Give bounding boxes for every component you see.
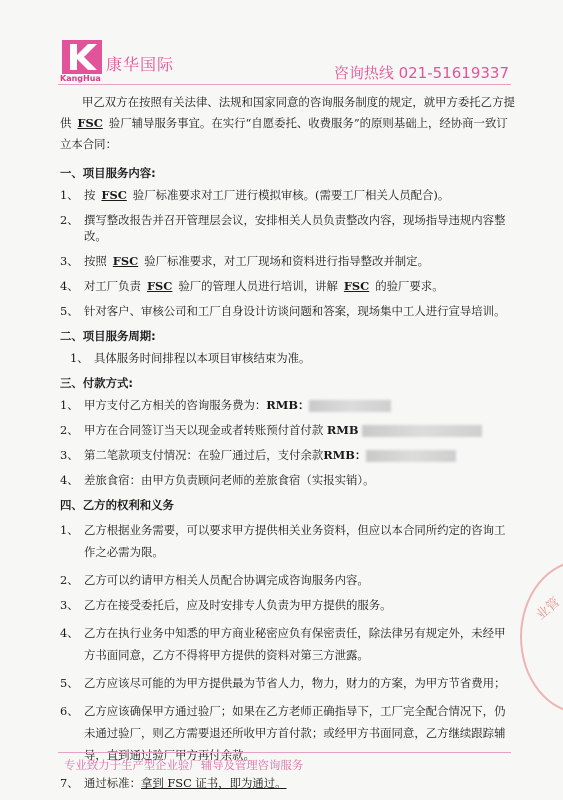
item-text: 撰写整改报告并召开管理层会议，安排相关人员负责整改内容，现场指导违规内容整改。 (84, 213, 506, 243)
contract-body (60, 92, 515, 800)
list-item (60, 675, 515, 691)
item-number: 1、 (70, 351, 89, 365)
company-seal (520, 560, 563, 714)
list-item (60, 212, 515, 244)
item-text: 对工厂负责 (84, 279, 141, 293)
item-text: 甲方在合同签订当天以现金或者转账预付首付款 (84, 423, 324, 437)
item-number: 4、 (60, 279, 79, 293)
list-item (60, 597, 515, 613)
list-item (60, 472, 515, 488)
item-text: 乙方在接受委托后，应及时安排专人负责为甲方提供的服务。 (84, 598, 392, 612)
rmb-label: RMB： (266, 398, 310, 412)
item-number: 1、 (60, 188, 79, 202)
item-text: 乙方在执行业务中知悉的甲方商业秘密应负有保密责任，除法律另有规定外，未经甲方书面同意，乙方不得将甲方提供的资料对第三方泄露。 (84, 626, 506, 662)
item-number: 2、 (60, 423, 79, 437)
section-title-1: 一、项目服务内容: (60, 166, 156, 180)
logo-english-name: KangHua (60, 74, 101, 83)
list-item (60, 187, 515, 203)
item-number: 7、 (60, 776, 79, 790)
intro-fsc: FSC (77, 116, 103, 130)
item-number: 5、 (60, 676, 79, 690)
item-number: 5、 (60, 304, 79, 318)
item-fsc: FSC (112, 254, 139, 268)
item-number: 6、 (60, 704, 79, 718)
item-fsc: FSC (343, 279, 370, 293)
item-text: 针对客户、审核公司和工厂自身设计访谈问题和答案，现场集中工人进行宣导培训。 (84, 304, 506, 318)
intro-paragraph (60, 92, 515, 155)
item-text: 验厂的管理人员进行培训，讲解 (178, 279, 338, 293)
list-item (60, 519, 515, 563)
redacted-amount (309, 400, 391, 412)
redacted-amount (362, 425, 482, 437)
item-number: 3、 (60, 598, 79, 612)
seal-text: 业管 (533, 594, 563, 624)
logo-chinese-name: 康华国际 (106, 55, 175, 74)
pass-criteria: 拿到 FSC 证书，即为通过。 (140, 776, 287, 790)
item-text: 乙方根据业务需要，可以要求甲方提供相关业务资料，但应以本合同所约定的咨询工作之必需为限。 (84, 523, 506, 559)
intro-text-1: 甲乙双方在按照有关法律、法规和国家同意的咨询服务制度的规定，就甲方委托乙方提供 (60, 95, 515, 130)
section-title-3: 三、付款方式: (60, 376, 133, 390)
item-text: 甲方支付乙方相关的咨询服务费为： (84, 398, 267, 412)
item-number: 3、 (60, 448, 79, 462)
item-text: 按照 (84, 254, 107, 268)
list-item (70, 350, 515, 366)
list-item (60, 253, 515, 269)
list-item (60, 278, 515, 294)
item-number: 4、 (60, 473, 79, 487)
section-title-4: 四、乙方的权利和义务 (60, 498, 174, 512)
header-divider (58, 84, 511, 85)
list-item (60, 572, 515, 588)
item-number: 1、 (60, 523, 79, 537)
list-item (60, 422, 515, 438)
item-text: 验厂标准要求，对工厂现场和资料进行指导整改并制定。 (144, 254, 429, 268)
item-fsc: FSC (101, 188, 127, 202)
item-text: 差旅食宿：由甲方负责顾问老师的差旅食宿（实报实销）。 (84, 473, 375, 487)
item-number: 4、 (60, 626, 79, 640)
footer-slogan: 专业致力于生产型企业验厂辅导及管理咨询服务 (64, 758, 304, 772)
consult-hotline: 咨询热线 021-51619337 (333, 64, 509, 82)
item-text: 第二笔款项支付情况：在验厂通过后，支付余款 (84, 448, 324, 462)
item-fsc: FSC (146, 279, 173, 293)
letterhead (0, 0, 563, 88)
section-title-2: 二、项目服务周期: (60, 329, 156, 343)
item-text: 乙方可以约请甲方相关人员配合协调完成咨询服务内容。 (84, 573, 369, 587)
item-number: 2、 (60, 213, 79, 227)
list-item (60, 397, 515, 413)
footer-divider (58, 752, 511, 753)
list-item (60, 622, 515, 666)
item-text: 按 (84, 188, 96, 202)
intro-text-2: 验厂辅导服务事宜。在实行“自愿委托、收费服务”的原则基础上，经协商一致订立本合同： (60, 116, 508, 151)
item-text: 验厂标准要求对工厂进行模拟审核。(需要工厂相关人员配合)。 (132, 188, 450, 202)
item-text: 具体服务时间排程以本项目审核结束为准。 (94, 351, 311, 365)
item-number: 1、 (60, 398, 79, 412)
list-item (60, 447, 515, 463)
rmb-label: RMB (326, 423, 359, 437)
list-item (60, 303, 515, 319)
item-number: 3、 (60, 254, 79, 268)
item-text: 的验厂要求。 (375, 279, 444, 293)
redacted-amount (366, 450, 456, 462)
item-number: 2、 (60, 573, 79, 587)
list-item (60, 775, 515, 791)
item-text: 乙方应该尽可能的为甲方提供最为节省人力，物力，财力的方案，为甲方节省费用； (84, 676, 506, 690)
item-text: 乙方应该确保甲方通过验厂；如果在乙方老师正确指导下，工厂完全配合情况下，仍未通过验厂，则乙方需要退还所收甲方首付款；或经甲方书面同意，乙方继续跟踪辅导，直到通过验厂甲方再付余款。 (84, 704, 506, 762)
rmb-label: RMB： (323, 448, 367, 462)
item-text: 通过标准： (84, 776, 141, 790)
